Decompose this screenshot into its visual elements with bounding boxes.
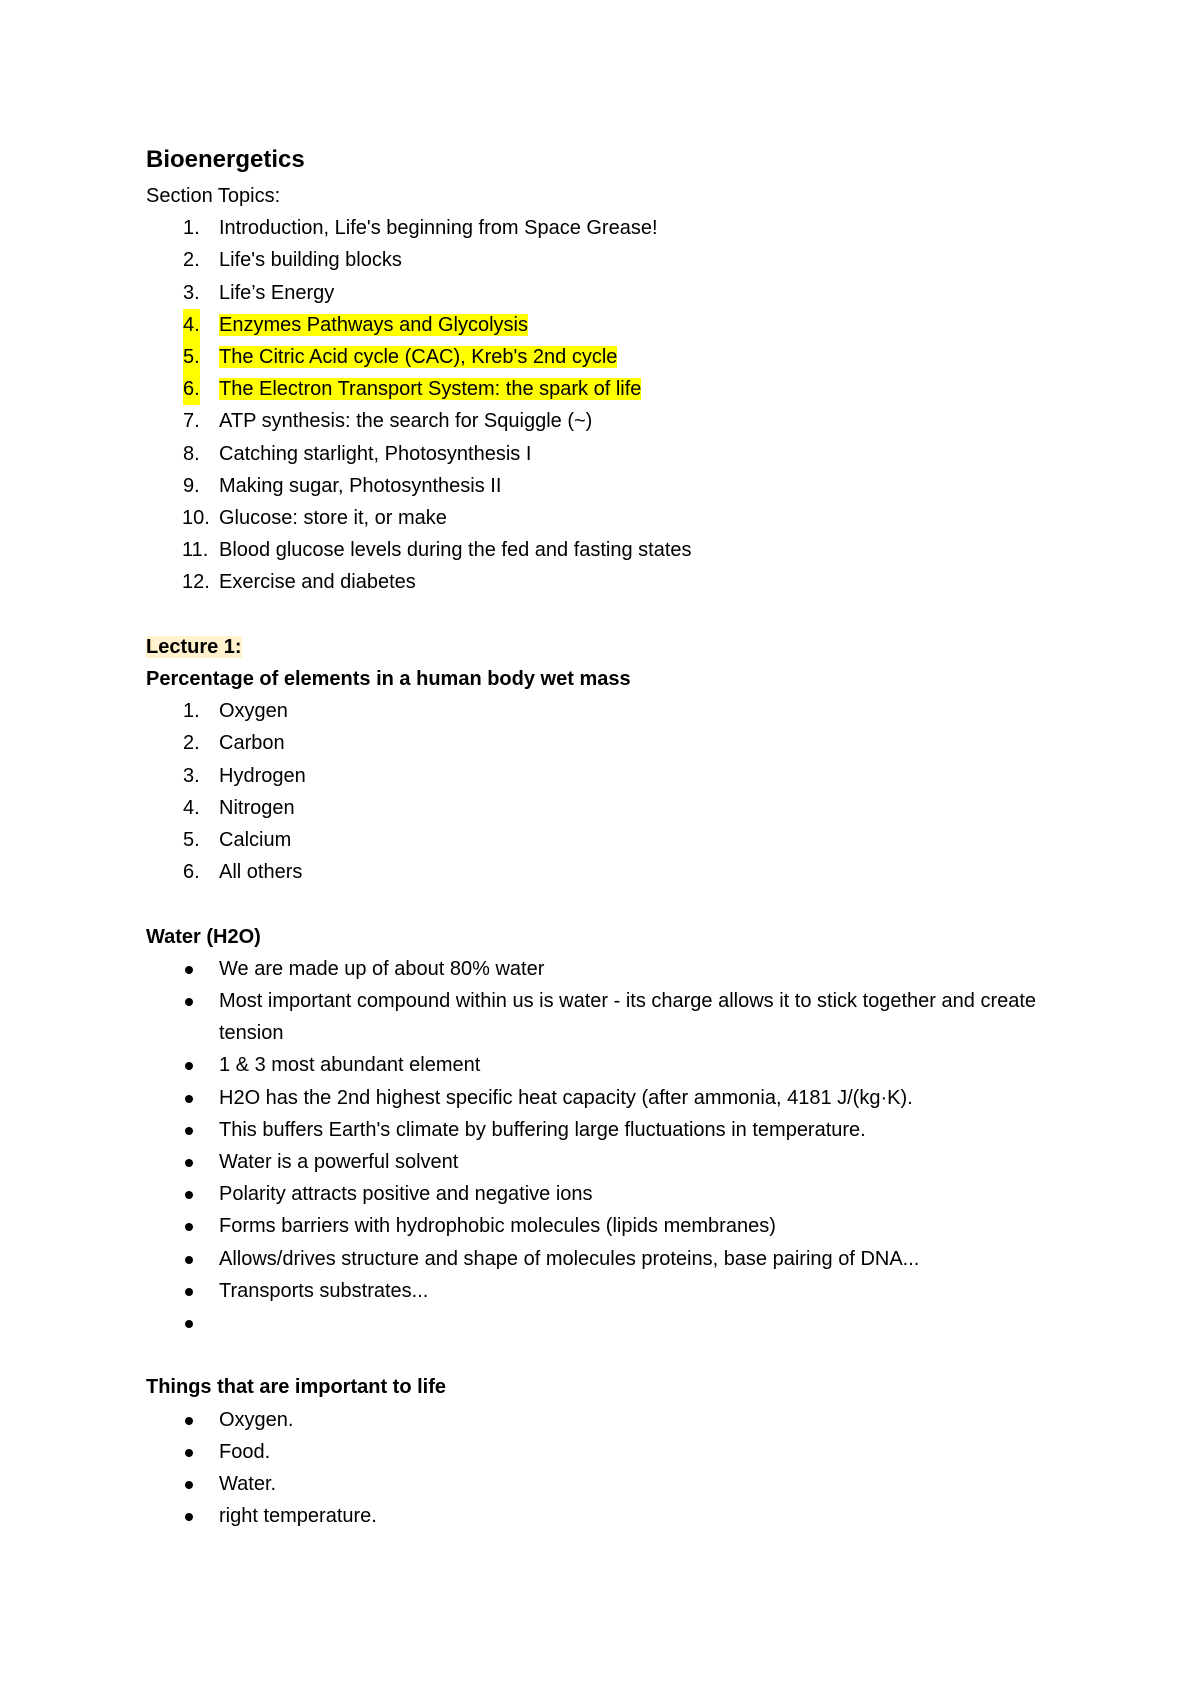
water-bullet-item: Transports substrates... <box>146 1275 1066 1307</box>
water-bullet-item: Water is a powerful solvent <box>146 1146 1066 1178</box>
bullet-dot-icon <box>185 1256 193 1264</box>
life-heading: Things that are important to life <box>146 1376 447 1399</box>
bullet-dot-icon <box>185 1127 193 1135</box>
spacer <box>146 599 1066 631</box>
bullet-dot-icon <box>185 998 193 1006</box>
elements-list <box>146 695 1066 888</box>
bullet-dot-icon <box>185 1320 193 1328</box>
topic-item: 8. Catching starlight, Photosynthesis I <box>183 442 532 465</box>
water-bullet-item: We are made up of about 80% water <box>146 953 1066 985</box>
bullet-dot-icon <box>185 1449 193 1457</box>
water-bullet-item: Polarity attracts positive and negative ions <box>146 1178 1066 1210</box>
life-bullet-item: Water. <box>146 1468 1066 1500</box>
water-bullet-item: Most important compound within us is water - its charge allows it to stick together and create tension <box>146 985 1066 1049</box>
lecture-label: Lecture 1: <box>146 635 242 658</box>
bullet-dot-icon <box>185 1481 193 1489</box>
water-bullet-list <box>146 953 1066 1339</box>
topic-item: 12. Exercise and diabetes <box>182 571 416 594</box>
document-title: Bioenergetics <box>146 146 305 173</box>
water-bullet-item-empty <box>146 1307 1066 1339</box>
water-heading: Water (H2O) <box>146 925 261 948</box>
water-bullet-item: Forms barriers with hydrophobic molecules (lipids membranes) <box>146 1210 1066 1242</box>
bullet-dot-icon <box>185 966 193 974</box>
bullet-dot-icon <box>185 1159 193 1167</box>
water-bullet-item: This buffers Earth's climate by buffering large fluctuations in temperature. <box>146 1114 1066 1146</box>
spacer <box>146 888 1066 920</box>
bullet-dot-icon <box>185 1288 193 1296</box>
spacer <box>146 1339 1066 1371</box>
life-bullet-item: right temperature. <box>146 1500 1066 1532</box>
topic-item: 7. ATP synthesis: the search for Squiggle (~) <box>183 410 593 433</box>
bullet-dot-icon <box>185 1417 193 1425</box>
life-bullet-item: Food. <box>146 1436 1066 1468</box>
element-item: 3. Hydrogen <box>183 764 306 787</box>
water-bullet-item: H2O has the 2nd highest specific heat capacity (after ammonia, 4181 J/(kg·K). <box>146 1082 1066 1114</box>
element-item: 2. Carbon <box>183 732 285 755</box>
topic-item-highlighted: 5. The Citric Acid cycle (CAC), Kreb's 2nd cycle <box>146 341 1066 373</box>
topic-item: 11. Blood glucose levels during the fed and fasting states <box>182 539 692 562</box>
topic-item: 2. Life's building blocks <box>183 249 402 272</box>
topic-item-highlighted: 6. The Electron Transport System: the spark of life <box>146 373 1066 405</box>
section-topics-list <box>146 212 1066 598</box>
water-bullet-item: Allows/drives structure and shape of molecules proteins, base pairing of DNA... <box>146 1243 1066 1275</box>
life-bullet-item: Oxygen. <box>146 1404 1066 1436</box>
topic-item: 9. Making sugar, Photosynthesis II <box>183 474 502 497</box>
bullet-dot-icon <box>185 1062 193 1070</box>
topic-item: 3. Life’s Energy <box>183 281 335 304</box>
section-topics-label: Section Topics: <box>146 185 281 207</box>
element-item: 6. All others <box>183 861 303 884</box>
water-bullet-item: 1 & 3 most abundant element <box>146 1049 1066 1081</box>
elements-heading: Percentage of elements in a human body wet mass <box>146 668 631 690</box>
bullet-dot-icon <box>185 1513 193 1521</box>
element-item: 5. Calcium <box>183 829 292 851</box>
topic-item: 10. Glucose: store it, or make <box>182 507 447 530</box>
element-item: 1. Oxygen <box>183 700 288 723</box>
life-bullet-list <box>146 1404 1066 1533</box>
element-item: 4. Nitrogen <box>183 796 295 819</box>
topic-item-highlighted: 4. Enzymes Pathways and Glycolysis <box>146 309 1066 341</box>
document-page <box>146 140 1066 1532</box>
topic-item: 1. Introduction, Life's beginning from Space Grease! <box>183 217 658 240</box>
bullet-dot-icon <box>185 1095 193 1103</box>
bullet-dot-icon <box>185 1223 193 1231</box>
bullet-dot-icon <box>185 1191 193 1199</box>
